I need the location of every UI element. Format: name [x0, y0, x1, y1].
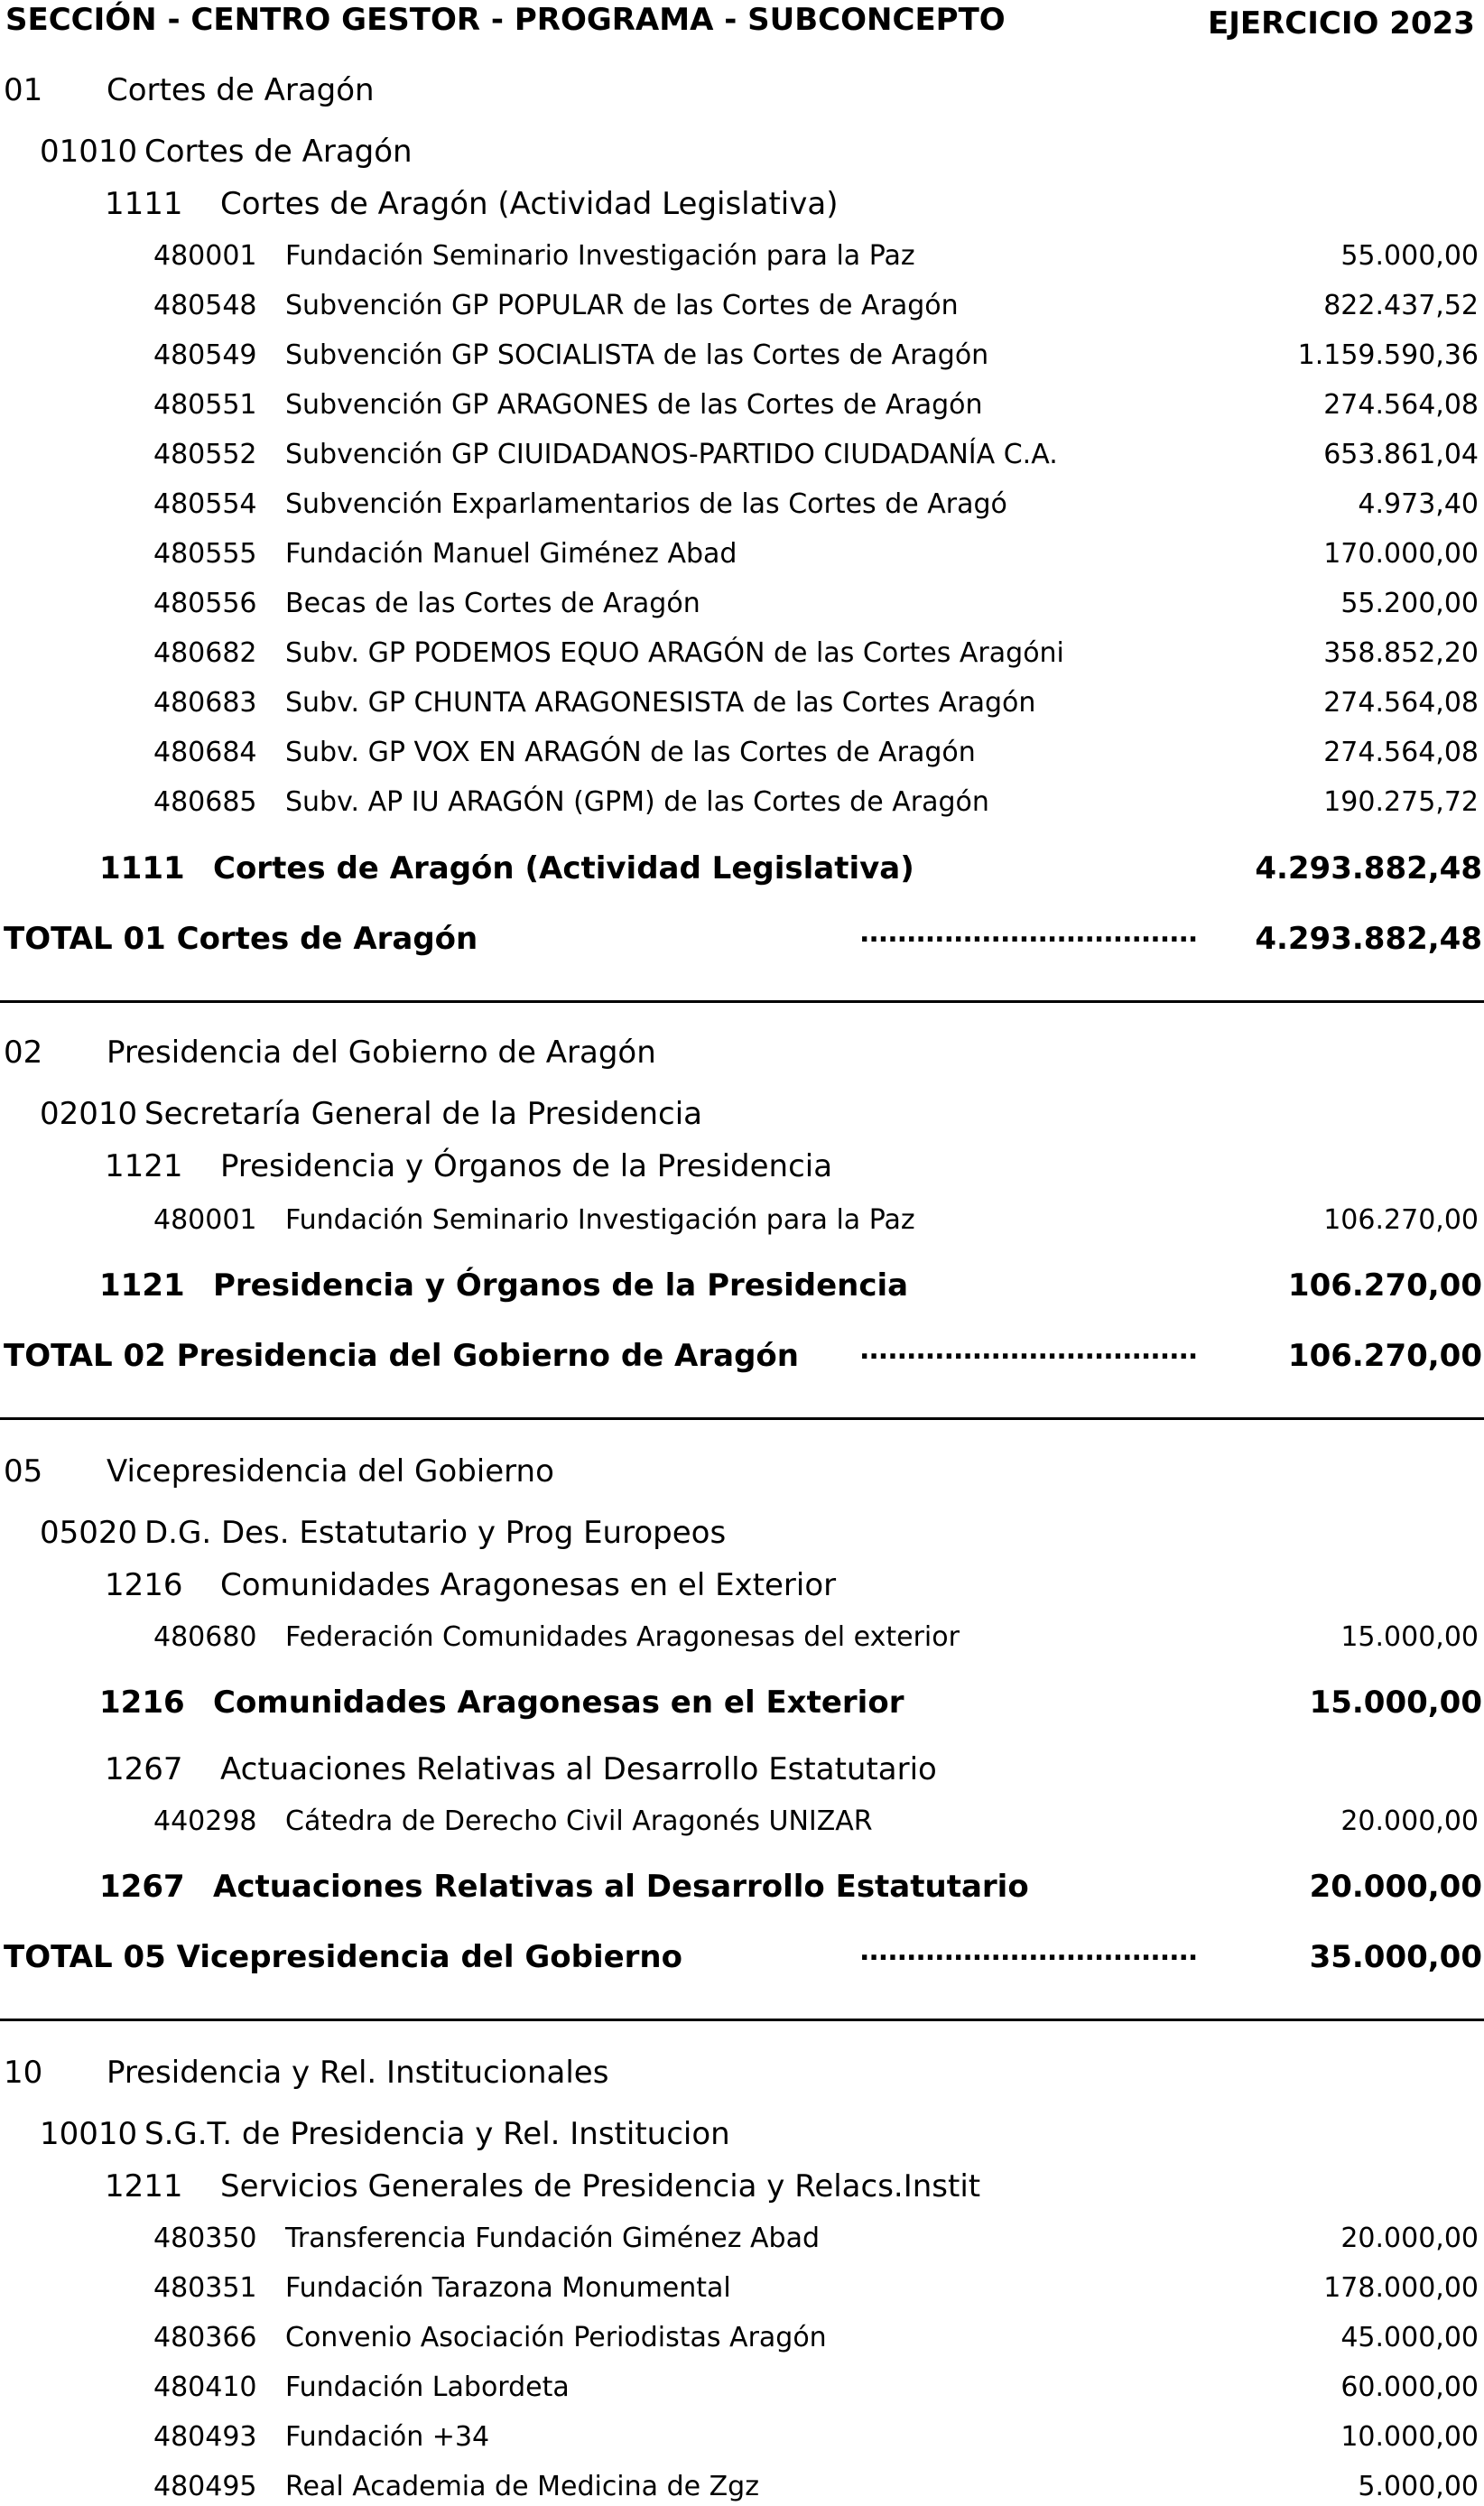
line-item-name: Real Academia de Medicina de Zgz: [285, 2471, 759, 2502]
line-item-amount: 10.000,00: [1340, 2421, 1479, 2453]
program-code: 1111: [105, 186, 183, 222]
line-item-amount: 274.564,08: [1323, 737, 1479, 768]
line-item-name: Fundación Labordeta: [285, 2371, 570, 2403]
program-subtotal: [99, 1267, 1482, 1304]
line-item-name: Subv. GP VOX EN ARAGÓN de las Cortes de Aragón: [285, 737, 976, 768]
line-item-code: 480554: [153, 488, 257, 520]
line-item-name: Fundación Seminario Investigación para la Paz: [285, 1204, 915, 1236]
line-item: [153, 2471, 1482, 2502]
line-item-amount: 15.000,00: [1340, 1621, 1479, 1653]
line-item-code: 480682: [153, 637, 257, 669]
section-divider: [0, 1000, 1484, 1003]
line-item-name: Subv. GP PODEMOS EQUO ARAGÓN de las Cortes Aragóni: [285, 637, 1064, 669]
subtotal-amount: 106.270,00: [1287, 1267, 1482, 1304]
line-item-code: 440298: [153, 1805, 257, 1837]
subtotal-code: 1111: [99, 850, 185, 886]
line-item: [153, 687, 1482, 719]
line-item-amount: 5.000,00: [1358, 2471, 1479, 2502]
line-item: [153, 786, 1482, 818]
program-name: Servicios Generales de Presidencia y Relacs.Instit: [220, 2168, 981, 2204]
line-item: [153, 240, 1482, 272]
line-item-code: 480001: [153, 1204, 257, 1236]
section-code: 10: [4, 2055, 43, 2091]
line-item: [153, 1621, 1482, 1653]
program-code: 1216: [105, 1567, 183, 1603]
line-item-code: 480685: [153, 786, 257, 818]
centro-code: 01010: [40, 134, 138, 170]
subtotal-amount: 20.000,00: [1309, 1869, 1482, 1905]
section-divider: [0, 2019, 1484, 2021]
line-item-amount: 20.000,00: [1340, 2223, 1479, 2254]
centro-name: S.G.T. de Presidencia y Rel. Institucion: [144, 2116, 730, 2152]
program-code: 1211: [105, 2168, 183, 2204]
line-item-amount: 274.564,08: [1323, 687, 1479, 719]
line-item-amount: 20.000,00: [1340, 1805, 1479, 1837]
line-item-name: Subvención GP SOCIALISTA de las Cortes de Aragón: [285, 339, 989, 371]
subtotal-code: 1216: [99, 1685, 185, 1721]
line-item-amount: 178.000,00: [1323, 2272, 1479, 2304]
subtotal-code: 1121: [99, 1267, 185, 1304]
line-item-code: 480001: [153, 240, 257, 272]
section-name: Cortes de Aragón: [107, 72, 375, 108]
line-item: [153, 2371, 1482, 2403]
section-code: 02: [4, 1035, 43, 1071]
section-name: Presidencia del Gobierno de Aragón: [107, 1035, 656, 1071]
line-item: [153, 1204, 1482, 1236]
leader-dots: ....................................: [859, 917, 1198, 949]
line-item: [153, 488, 1482, 520]
line-item-code: 480548: [153, 290, 257, 321]
line-item-amount: 4.973,40: [1358, 488, 1479, 520]
line-item-code: 480493: [153, 2421, 257, 2453]
line-item-code: 480683: [153, 687, 257, 719]
program-subtotal: [99, 850, 1482, 886]
centro-name: Cortes de Aragón: [144, 134, 413, 170]
section-total-label: TOTAL 01 Cortes de Aragón: [4, 921, 478, 957]
line-item: [153, 290, 1482, 321]
line-item-code: 480351: [153, 2272, 257, 2304]
line-item: [153, 538, 1482, 570]
line-item: [153, 2421, 1482, 2453]
line-item: [153, 2272, 1482, 2304]
program-name: Comunidades Aragonesas en el Exterior: [220, 1567, 837, 1603]
line-item-name: Fundación Manuel Giménez Abad: [285, 538, 737, 570]
line-item-code: 480410: [153, 2371, 257, 2403]
line-item-name: Cátedra de Derecho Civil Aragonés UNIZAR: [285, 1805, 873, 1837]
program-name: Cortes de Aragón (Actividad Legislativa): [220, 186, 839, 222]
line-item-code: 480551: [153, 389, 257, 421]
line-item: [153, 2322, 1482, 2353]
line-item-code: 480549: [153, 339, 257, 371]
line-item-code: 480555: [153, 538, 257, 570]
line-item-code: 480366: [153, 2322, 257, 2353]
subtotal-amount: 15.000,00: [1309, 1685, 1482, 1721]
section-name: Vicepresidencia del Gobierno: [107, 1453, 554, 1490]
section-code: 01: [4, 72, 43, 108]
line-item-name: Subvención GP ARAGONES de las Cortes de Aragón: [285, 389, 983, 421]
line-item: [153, 439, 1482, 470]
section-name: Presidencia y Rel. Institucionales: [107, 2055, 609, 2091]
centro-code: 05020: [40, 1515, 138, 1551]
line-item-code: 480350: [153, 2223, 257, 2254]
line-item-amount: 55.200,00: [1340, 588, 1479, 619]
line-item-name: Subvención GP POPULAR de las Cortes de Aragón: [285, 290, 959, 321]
line-item-name: Subvención Exparlamentarios de las Cortes de Aragó: [285, 488, 1007, 520]
line-item-name: Fundación +34: [285, 2421, 490, 2453]
subtotal-name: Cortes de Aragón (Actividad Legislativa): [213, 850, 914, 886]
program-subtotal: [99, 1869, 1482, 1905]
report-header-year: EJERCICIO 2023: [1208, 5, 1475, 42]
line-item: [153, 339, 1482, 371]
section-total-label: TOTAL 05 Vicepresidencia del Gobierno: [4, 1939, 682, 1975]
line-item-name: Becas de las Cortes de Aragón: [285, 588, 700, 619]
section-divider: [0, 1417, 1484, 1420]
subtotal-amount: 4.293.882,48: [1255, 850, 1482, 886]
line-item-code: 480495: [153, 2471, 257, 2502]
report-header-columns: SECCIÓN - CENTRO GESTOR - PROGRAMA - SUBCONCEPTO: [5, 2, 1006, 38]
centro-name: Secretaría General de la Presidencia: [144, 1096, 703, 1132]
line-item-name: Fundación Seminario Investigación para la Paz: [285, 240, 915, 272]
line-item-code: 480680: [153, 1621, 257, 1653]
line-item-name: Fundación Tarazona Monumental: [285, 2272, 731, 2304]
leader-dots: ....................................: [859, 1935, 1198, 1967]
section-total: [4, 1935, 1482, 1975]
section-total-label: TOTAL 02 Presidencia del Gobierno de Aragón: [4, 1338, 799, 1374]
line-item-amount: 170.000,00: [1323, 538, 1479, 570]
line-item: [153, 737, 1482, 768]
line-item-amount: 190.275,72: [1323, 786, 1479, 818]
line-item: [153, 637, 1482, 669]
subtotal-name: Presidencia y Órganos de la Presidencia: [213, 1267, 909, 1304]
section-total-amount: 35.000,00: [1309, 1939, 1482, 1975]
section-total: [4, 1334, 1482, 1374]
line-item-name: Transferencia Fundación Giménez Abad: [285, 2223, 821, 2254]
line-item-code: 480556: [153, 588, 257, 619]
subtotal-name: Comunidades Aragonesas en el Exterior: [213, 1685, 904, 1721]
line-item-amount: 106.270,00: [1323, 1204, 1479, 1236]
line-item-amount: 653.861,04: [1323, 439, 1479, 470]
centro-code: 02010: [40, 1096, 138, 1132]
line-item: [153, 2223, 1482, 2254]
line-item-amount: 60.000,00: [1340, 2371, 1479, 2403]
section-total: [4, 917, 1482, 957]
leader-dots: ....................................: [859, 1334, 1198, 1366]
line-item-amount: 55.000,00: [1340, 240, 1479, 272]
line-item-name: Federación Comunidades Aragonesas del exterior: [285, 1621, 960, 1653]
section-total-amount: 4.293.882,48: [1255, 921, 1482, 957]
line-item-name: Convenio Asociación Periodistas Aragón: [285, 2322, 827, 2353]
line-item-name: Subvención GP CIUIDADANOS-PARTIDO CIUDADANÍA C.A.: [285, 439, 1058, 470]
line-item-name: Subv. GP CHUNTA ARAGONESISTA de las Cortes Aragón: [285, 687, 1036, 719]
program-code: 1267: [105, 1751, 183, 1787]
section-total-amount: 106.270,00: [1287, 1338, 1482, 1374]
program-subtotal: [99, 1685, 1482, 1721]
line-item-code: 480552: [153, 439, 257, 470]
subtotal-code: 1267: [99, 1869, 185, 1905]
line-item-amount: 274.564,08: [1323, 389, 1479, 421]
line-item-amount: 358.852,20: [1323, 637, 1479, 669]
section-code: 05: [4, 1453, 43, 1490]
centro-name: D.G. Des. Estatutario y Prog Europeos: [144, 1515, 727, 1551]
line-item-amount: 822.437,52: [1323, 290, 1479, 321]
program-name: Presidencia y Órganos de la Presidencia: [220, 1148, 833, 1184]
program-code: 1121: [105, 1148, 183, 1184]
line-item: [153, 389, 1482, 421]
line-item-code: 480684: [153, 737, 257, 768]
program-name: Actuaciones Relativas al Desarrollo Estatutario: [220, 1751, 937, 1787]
line-item-amount: 1.159.590,36: [1297, 339, 1479, 371]
centro-code: 10010: [40, 2116, 138, 2152]
line-item: [153, 1805, 1482, 1837]
subtotal-name: Actuaciones Relativas al Desarrollo Estatutario: [213, 1869, 1029, 1905]
line-item-amount: 45.000,00: [1340, 2322, 1479, 2353]
line-item: [153, 588, 1482, 619]
line-item-name: Subv. AP IU ARAGÓN (GPM) de las Cortes de Aragón: [285, 786, 989, 818]
